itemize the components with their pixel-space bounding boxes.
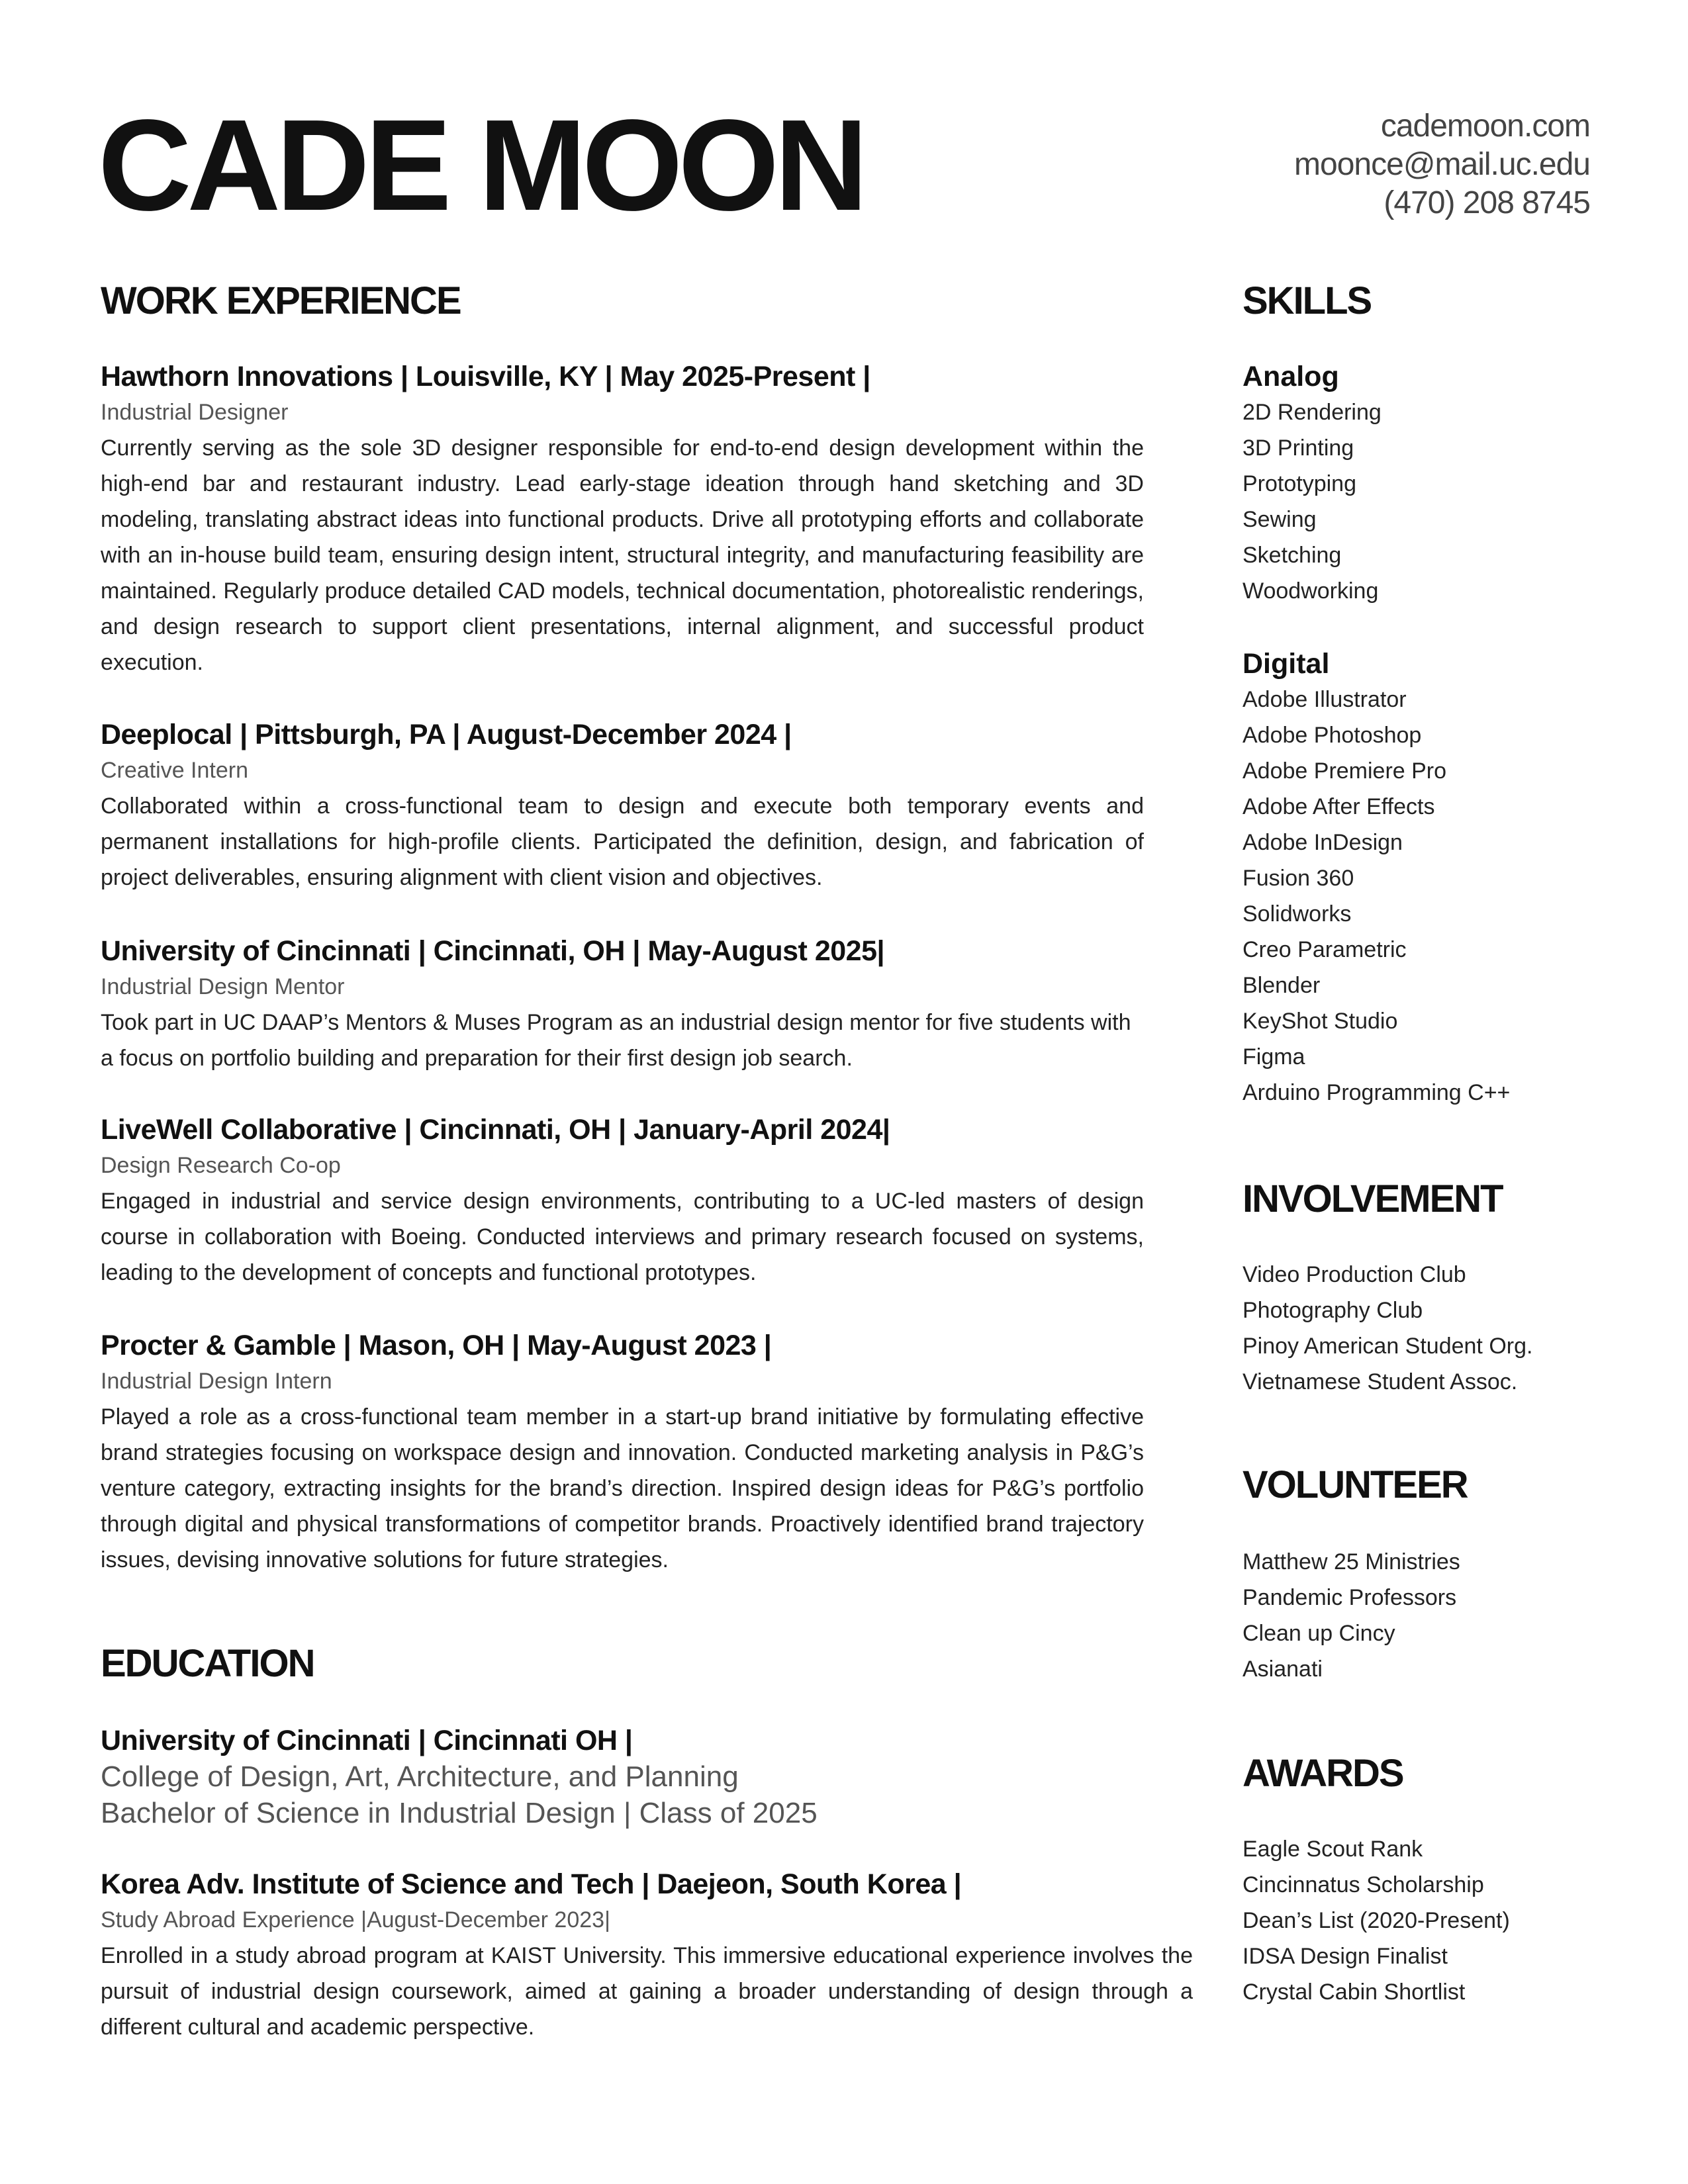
job-title: LiveWell Collaborative | Cincinnati, OH | January-April 2024|	[101, 1114, 890, 1146]
school-title: Korea Adv. Institute of Science and Tech | Daejeon, South Korea |	[101, 1868, 962, 1900]
job-description: Currently serving as the sole 3D designer responsible for end-to-end design development within the high-end bar and restaurant industry. Lead early-stage ideation through hand sketching and 3D modeling, translating abstract ideas into functional products. Drive all prototyping efforts and collaborate with an in-house build team, ensuring design intent, structural integrity, and manufacturing feasibility are maintained. Regularly produce detailed CAD models, technical documentation, photorealistic renderings, and design research to support client presentations, internal alignment, and successful product execution.	[101, 435, 1144, 675]
education-heading: EDUCATION	[101, 1642, 314, 1685]
school-title: University of Cincinnati | Cincinnati OH |	[101, 1725, 633, 1756]
skill-item: Creo Parametric	[1243, 937, 1407, 962]
award-item: Dean’s List (2020-Present)	[1243, 1908, 1510, 1933]
skill-item: Adobe After Effects	[1243, 794, 1435, 819]
job-role: Industrial Design Mentor	[101, 974, 345, 999]
volunteer-list	[1243, 1544, 1613, 1687]
analog-label: Analog	[1243, 361, 1339, 392]
job-role: Industrial Design Intern	[101, 1369, 332, 1394]
job-description: Collaborated within a cross-functional team to design and execute both temporary events and permanent installations for high-profile clients. Participated the definition, design, and fabrication of project deliverables, ensuring alignment with client vision and objectives.	[101, 794, 1144, 890]
skill-item: KeyShot Studio	[1243, 1009, 1398, 1034]
involvement-item: Video Production Club	[1243, 1262, 1466, 1287]
volunteer-item: Asianati	[1243, 1657, 1323, 1682]
job-description: Took part in UC DAAP’s Mentors & Muses Program as an industrial design mentor for five students with a focus on portfolio building and preparation for their first design job search.	[101, 1010, 1131, 1071]
education-entry	[101, 1723, 1144, 1831]
award-item: Cincinnatus Scholarship	[1243, 1872, 1484, 1897]
skill-item: Sketching	[1243, 543, 1342, 568]
job-entry	[101, 933, 1144, 1076]
job-entry	[101, 359, 1144, 680]
job-entry	[101, 1328, 1144, 1578]
work-experience-heading: WORK EXPERIENCE	[101, 279, 461, 322]
program-name: Study Abroad Experience |August-December 2023|	[101, 1907, 610, 1933]
involvement-heading: INVOLVEMENT	[1243, 1177, 1503, 1220]
college-name: College of Design, Art, Architecture, and Planning	[101, 1760, 739, 1793]
job-entry	[101, 1112, 1144, 1291]
skill-item: Blender	[1243, 973, 1321, 998]
volunteer-item: Matthew 25 Ministries	[1243, 1549, 1460, 1574]
education-entry	[101, 1866, 1193, 2045]
skill-item: Adobe Illustrator	[1243, 687, 1407, 712]
skill-item: Sewing	[1243, 507, 1317, 532]
job-role: Design Research Co-op	[101, 1153, 341, 1178]
awards-heading: AWARDS	[1243, 1752, 1403, 1795]
resume-name: CADE MOON	[98, 93, 864, 238]
email-link[interactable]: moonce@mail.uc.edu	[1294, 147, 1590, 182]
contact-info	[1294, 107, 1590, 222]
job-title: University of Cincinnati | Cincinnati, OH | May-August 2025|	[101, 935, 885, 967]
phone-number: (470) 208 8745	[1383, 185, 1590, 220]
volunteer-item: Pandemic Professors	[1243, 1585, 1457, 1610]
website-link[interactable]: cademoon.com	[1380, 109, 1590, 144]
job-role: Creative Intern	[101, 758, 248, 783]
skill-item: Fusion 360	[1243, 866, 1354, 891]
skill-item: Woodworking	[1243, 578, 1379, 604]
skill-item: Arduino Programming C++	[1243, 1080, 1511, 1105]
skill-item: Solidworks	[1243, 901, 1352, 927]
job-description: Played a role as a cross-functional team member in a start-up brand initiative by formulating effective brand strategies focusing on workspace design and innovation. Conducted marketing analysis in P&G’s venture category, extracting insights for the brand’s direction. Inspired design ideas for P&G’s portfolio through digital and physical transformations of competitor brands. Proactively identified brand trajectory issues, devising innovative solutions for future strategies.	[101, 1404, 1144, 1572]
job-role: Industrial Designer	[101, 400, 289, 425]
program-description: Enrolled in a study abroad program at KAIST University. This immersive educational experience involves the pursuit of industrial design coursework, aimed at gaining a broader understanding of design through a different cultural and academic perspective.	[101, 1943, 1193, 2040]
job-description: Engaged in industrial and service design environments, contributing to a UC-led masters of design course in collaboration with Boeing. Conducted interviews and primary research focused on systems, leading to the development of concepts and functional prototypes.	[101, 1189, 1144, 1285]
skill-item: 2D Rendering	[1243, 400, 1382, 425]
award-item: IDSA Design Finalist	[1243, 1944, 1448, 1969]
job-entry	[101, 717, 1144, 895]
award-item: Crystal Cabin Shortlist	[1243, 1979, 1466, 2005]
award-item: Eagle Scout Rank	[1243, 1837, 1423, 1862]
involvement-item: Vietnamese Student Assoc.	[1243, 1369, 1518, 1394]
job-title: Procter & Gamble | Mason, OH | May-August 2023 |	[101, 1330, 772, 1361]
skill-item: Adobe InDesign	[1243, 830, 1403, 855]
involvement-item: Photography Club	[1243, 1298, 1423, 1323]
job-title: Hawthorn Innovations | Louisville, KY | May 2025-Present |	[101, 361, 870, 392]
volunteer-item: Clean up Cincy	[1243, 1621, 1395, 1646]
skill-item: Adobe Premiere Pro	[1243, 758, 1447, 784]
skills-heading: SKILLS	[1243, 279, 1372, 322]
degree: Bachelor of Science in Industrial Design | Class of 2025	[101, 1797, 818, 1829]
digital-label: Digital	[1243, 648, 1330, 680]
involvement-list	[1243, 1257, 1613, 1400]
involvement-item: Pinoy American Student Org.	[1243, 1334, 1533, 1359]
skill-item: 3D Printing	[1243, 435, 1354, 461]
awards-list	[1243, 1831, 1613, 2010]
analog-skills	[1243, 359, 1613, 609]
skill-item: Prototyping	[1243, 471, 1356, 496]
volunteer-heading: VOLUNTEER	[1243, 1463, 1468, 1506]
job-title: Deeplocal | Pittsburgh, PA | August-December 2024 |	[101, 719, 792, 751]
digital-skills	[1243, 646, 1613, 1111]
skill-item: Figma	[1243, 1044, 1305, 1069]
skill-item: Adobe Photoshop	[1243, 723, 1422, 748]
